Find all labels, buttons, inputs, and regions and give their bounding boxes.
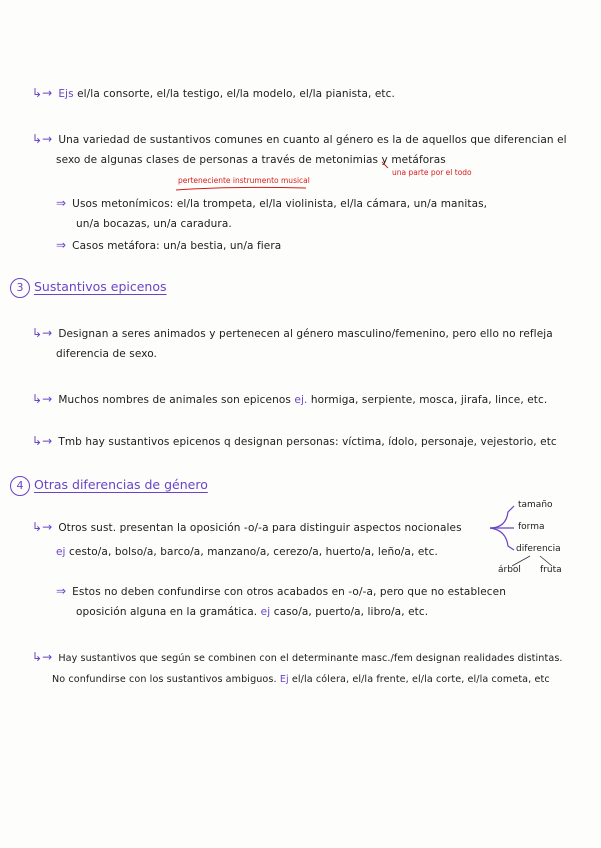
branch-forma: forma [518, 522, 545, 532]
branch-arbol: árbol [498, 565, 521, 575]
section-title: Sustantivos epicenos [34, 279, 167, 294]
section-number: 4 [10, 476, 30, 496]
note-text: diferencia de sexo. [56, 348, 157, 360]
example-label: ej [260, 606, 271, 618]
arrow-icon: ↳→ [32, 520, 53, 534]
section-title: Otras diferencias de género [34, 477, 208, 492]
arrow-icon: ↳→ [32, 392, 53, 406]
annotation-instrumento: perteneciente instrumento musical [178, 176, 310, 185]
note-text: Una variedad de sustantivos comunes en cuanto al género es la de aquellos que diferencian el [58, 134, 567, 146]
red-underline [176, 187, 306, 190]
double-arrow-icon: ⇒ [56, 238, 67, 252]
note-text: hormiga, serpiente, mosca, jirafa, lince, etc. [310, 394, 548, 406]
note-text: el/la cólera, el/la frente, el/la corte, el/la cometa, etc [291, 674, 550, 685]
section-number: 3 [10, 278, 30, 298]
note-text: Estos no deben confundirse con otros acabados en -o/-a, pero que no establecen [72, 586, 506, 598]
note-text: caso/a, puerto/a, libro/a, etc. [273, 606, 429, 618]
red-arrow-icon [382, 162, 388, 168]
note-text: Otros sust. presentan la oposición -o/-a para distinguir aspectos nocionales [58, 522, 462, 534]
branch-diferencia: diferencia [516, 544, 561, 554]
arrow-icon: ↳→ [32, 86, 53, 100]
note-text: Tmb hay sustantivos epicenos q designan personas: víctima, ídolo, personaje, vejestorio, etc [58, 436, 557, 448]
split-line [512, 556, 530, 566]
double-arrow-icon: ⇒ [56, 196, 67, 210]
note-text: sexo de algunas clases de personas a través de metonimias y metáforas [56, 154, 446, 166]
note-text: Designan a seres animados y pertenecen al género masculino/femenino, pero ello no refleja [58, 328, 553, 340]
branch-arrow-icon [490, 528, 514, 550]
example-label: ej. [294, 394, 308, 406]
note-text: Usos metonímicos: el/la trompeta, el/la violinista, el/la cámara, un/a manitas, [72, 198, 488, 210]
note-text: Muchos nombres de animales son epicenos [58, 394, 291, 406]
note-text: el/la consorte, el/la testigo, el/la modelo, el/la pianista, etc. [77, 88, 395, 100]
note-text: cesto/a, bolso/a, barco/a, manzano/a, cerezo/a, huerto/a, leño/a, etc. [69, 546, 438, 558]
example-label: ej [56, 546, 66, 558]
note-text: Casos metáfora: un/a bestia, un/a fiera [72, 240, 282, 252]
example-label: Ejs [58, 88, 74, 100]
branch-arrow-icon [490, 506, 514, 528]
note-text: un/a bocazas, un/a caradura. [76, 218, 232, 230]
arrow-icon: ↳→ [32, 326, 53, 340]
arrow-icon: ↳→ [32, 132, 53, 146]
example-label: Ej [279, 674, 289, 685]
branch-fruta: fruta [540, 565, 562, 575]
split-line [540, 556, 552, 566]
arrow-icon: ↳→ [32, 434, 53, 448]
branch-tamano: tamaño [518, 500, 553, 510]
note-text: Hay sustantivos que según se combinen con el determinante masc./fem designan realidades distintas. [58, 653, 563, 664]
arrow-icon: ↳→ [32, 650, 53, 664]
note-text: oposición alguna en la gramática. [76, 606, 258, 618]
note-text: No confundirse con los sustantivos ambiguos. [52, 674, 277, 685]
double-arrow-icon: ⇒ [56, 584, 67, 598]
annotation-parte-todo: una parte por el todo [392, 168, 472, 177]
